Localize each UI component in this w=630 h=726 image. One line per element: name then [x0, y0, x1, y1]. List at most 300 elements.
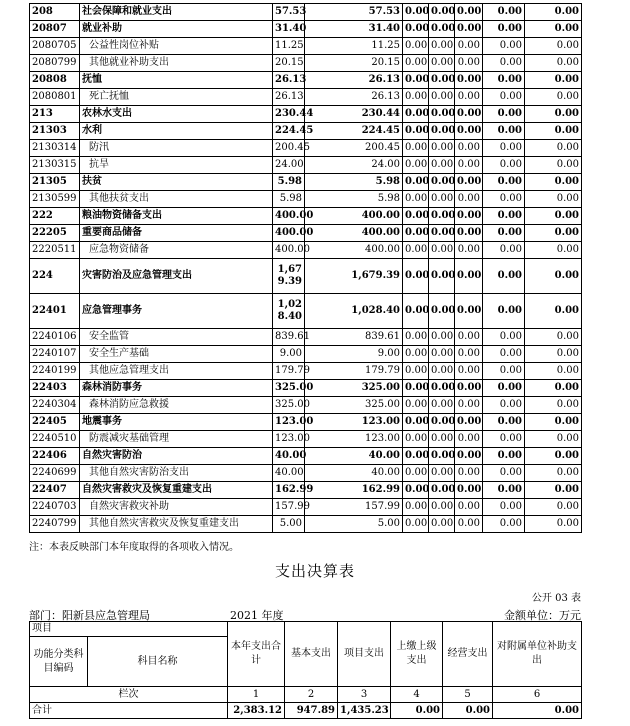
amount-cell: 200.45 [273, 140, 305, 157]
amount-cell: 224.45 [305, 123, 403, 140]
expenditure-summary-table [29, 621, 582, 719]
amount-cell: 24.00 [305, 157, 403, 174]
amount-cell: 5.98 [273, 174, 305, 191]
department-label: 部门：阳新县应急管理局 [29, 609, 150, 622]
amount-cell: 1,679.39 [305, 259, 403, 294]
amount-cell: 0.00 [483, 174, 525, 191]
amount-cell: 0.00 [483, 157, 525, 174]
amount-cell: 20.15 [273, 55, 305, 72]
table-row [30, 21, 582, 38]
amount-cell: 0.00 [483, 21, 525, 38]
table-row [30, 191, 582, 208]
subject-code-cell: 224 [30, 259, 80, 294]
table-row [30, 157, 582, 174]
subject-name-cell: 防震减灾基础管理 [80, 431, 273, 448]
amount-cell: 0.00 [525, 242, 582, 259]
amount-cell: 0.00 [455, 363, 483, 380]
amount-cell: 0.00 [525, 499, 582, 516]
amount-cell: 179.79 [305, 363, 403, 380]
amount-cell: 0.00 [403, 363, 429, 380]
table-row [30, 89, 582, 106]
amount-cell: 0.00 [429, 414, 455, 431]
header-subject-name: 科目名称 [88, 637, 228, 687]
amount-cell: 0.00 [403, 123, 429, 140]
amount-cell: 123.00 [273, 431, 305, 448]
table-row [30, 225, 582, 242]
subject-code-cell: 22403 [30, 380, 80, 397]
amount-cell: 0.00 [403, 174, 429, 191]
amount-cell: 0.00 [429, 259, 455, 294]
table-row [30, 465, 582, 482]
amount-cell: 0.00 [403, 516, 429, 533]
subject-name-cell: 其他扶贫支出 [80, 191, 273, 208]
table-row [30, 259, 582, 294]
amount-cell: 0.00 [403, 72, 429, 89]
amount-cell: 5.98 [273, 191, 305, 208]
amount-cell: 0.00 [403, 465, 429, 482]
subject-code-cell: 208 [30, 4, 80, 21]
amount-cell: 0.00 [525, 346, 582, 363]
amount-cell: 31.40 [273, 21, 305, 38]
amount-cell: 0.00 [403, 21, 429, 38]
subject-code-cell: 2220511 [30, 242, 80, 259]
amount-cell: 0.00 [483, 516, 525, 533]
subject-name-cell: 应急物资储备 [80, 242, 273, 259]
table-row [30, 346, 582, 363]
unit-label: 金额单位：万元 [504, 609, 581, 622]
amount-cell: 0.00 [403, 482, 429, 499]
subject-code-cell: 2240703 [30, 499, 80, 516]
total-value: 0.00 [391, 703, 443, 719]
column-number: 2 [285, 687, 338, 703]
total-value: 1,435.23 [338, 703, 391, 719]
subject-code-cell: 2080799 [30, 55, 80, 72]
amount-cell: 0.00 [455, 397, 483, 414]
subject-code-cell: 22407 [30, 482, 80, 499]
table-row [30, 72, 582, 89]
amount-cell: 24.00 [273, 157, 305, 174]
amount-cell: 162.99 [305, 482, 403, 499]
subject-name-cell: 公益性岗位补贴 [80, 38, 273, 55]
subject-code-cell: 22405 [30, 414, 80, 431]
amount-cell: 0.00 [429, 242, 455, 259]
amount-cell: 0.00 [525, 89, 582, 106]
amount-cell: 0.00 [429, 482, 455, 499]
subject-code-cell: 21305 [30, 174, 80, 191]
table-row [30, 482, 582, 499]
amount-cell: 0.00 [403, 225, 429, 242]
expenditure-detail-table [29, 3, 582, 533]
amount-cell: 26.13 [273, 89, 305, 106]
amount-cell: 0.00 [403, 4, 429, 21]
amount-cell: 0.00 [403, 397, 429, 414]
amount-cell: 1,028.40 [305, 294, 403, 329]
amount-cell: 5.98 [305, 174, 403, 191]
amount-cell: 0.00 [455, 208, 483, 225]
amount-cell: 0.00 [483, 465, 525, 482]
year-label: 2021 年度 [230, 609, 284, 622]
amount-cell: 0.00 [525, 157, 582, 174]
subject-code-cell: 22406 [30, 448, 80, 465]
subject-name-cell: 防汛 [80, 140, 273, 157]
amount-cell: 0.00 [455, 499, 483, 516]
amount-cell: 0.00 [429, 208, 455, 225]
amount-cell: 0.00 [455, 4, 483, 21]
amount-cell: 0.00 [403, 106, 429, 123]
amount-cell: 0.00 [483, 72, 525, 89]
amount-cell: 0.00 [525, 140, 582, 157]
subject-code-cell: 20807 [30, 21, 80, 38]
amount-cell: 839.61 [305, 329, 403, 346]
amount-cell: 0.00 [403, 55, 429, 72]
subject-name-cell: 森林消防事务 [80, 380, 273, 397]
amount-cell: 0.00 [429, 174, 455, 191]
amount-cell: 0.00 [525, 516, 582, 533]
amount-cell: 0.00 [525, 465, 582, 482]
amount-cell: 0.00 [403, 38, 429, 55]
subject-code-cell: 2130315 [30, 157, 80, 174]
table-row [30, 140, 582, 157]
amount-cell: 0.00 [483, 294, 525, 329]
amount-cell: 0.00 [525, 482, 582, 499]
amount-cell: 57.53 [305, 4, 403, 21]
subject-code-cell: 2240106 [30, 329, 80, 346]
table-note: 注：本表反映部门本年度取得的各项收入情况。 [29, 542, 239, 553]
subject-name-cell: 农林水支出 [80, 106, 273, 123]
amount-cell: 0.00 [525, 380, 582, 397]
header-business-expenditure: 经营支出 [443, 622, 493, 687]
amount-cell: 0.00 [483, 4, 525, 21]
subject-name-cell: 自然灾害救灾补助 [80, 499, 273, 516]
subject-code-cell: 2240699 [30, 465, 80, 482]
amount-cell: 400.00 [273, 225, 305, 242]
page-title: 支出决算表 [274, 562, 355, 580]
amount-cell: 0.00 [525, 363, 582, 380]
amount-cell: 5.00 [273, 516, 305, 533]
amount-cell: 0.00 [429, 123, 455, 140]
amount-cell: 0.00 [403, 346, 429, 363]
amount-cell: 0.00 [403, 499, 429, 516]
amount-cell: 0.00 [455, 431, 483, 448]
amount-cell: 0.00 [483, 431, 525, 448]
amount-cell: 0.00 [455, 346, 483, 363]
header-project-expenditure: 项目支出 [338, 622, 391, 687]
subject-code-cell: 2240199 [30, 363, 80, 380]
amount-cell: 0.00 [403, 89, 429, 106]
total-value: 0.00 [493, 703, 582, 719]
subject-code-cell: 2240510 [30, 431, 80, 448]
column-number: 6 [493, 687, 582, 703]
table-row [30, 174, 582, 191]
subject-code-cell: 2080705 [30, 38, 80, 55]
subject-name-cell: 社会保障和就业支出 [80, 4, 273, 21]
amount-cell: 0.00 [455, 72, 483, 89]
subject-code-cell: 2130599 [30, 191, 80, 208]
amount-cell: 0.00 [483, 123, 525, 140]
amount-cell: 40.00 [305, 465, 403, 482]
amount-cell: 0.00 [483, 225, 525, 242]
subject-name-cell: 灾害防治及应急管理支出 [80, 259, 273, 294]
table-row [30, 208, 582, 225]
subject-code-cell: 22401 [30, 294, 80, 329]
amount-cell: 0.00 [455, 259, 483, 294]
amount-cell: 0.00 [429, 38, 455, 55]
amount-cell: 0.00 [429, 140, 455, 157]
amount-cell: 0.00 [429, 431, 455, 448]
amount-cell: 5.00 [305, 516, 403, 533]
amount-cell: 0.00 [455, 329, 483, 346]
subject-name-cell: 就业补助 [80, 21, 273, 38]
amount-cell: 0.00 [525, 174, 582, 191]
amount-cell: 0.00 [483, 380, 525, 397]
amount-cell: 0.00 [525, 414, 582, 431]
amount-cell: 0.00 [525, 4, 582, 21]
subject-code-cell: 2240799 [30, 516, 80, 533]
amount-cell: 0.00 [455, 21, 483, 38]
amount-cell: 839.61 [273, 329, 305, 346]
amount-cell: 0.00 [455, 242, 483, 259]
amount-cell: 0.00 [455, 89, 483, 106]
amount-cell: 0.00 [483, 208, 525, 225]
subject-name-cell: 其他自然灾害防治支出 [80, 465, 273, 482]
table-row [30, 448, 582, 465]
amount-cell: 0.00 [403, 242, 429, 259]
amount-cell: 0.00 [429, 225, 455, 242]
table-row [30, 106, 582, 123]
amount-cell: 0.00 [525, 208, 582, 225]
amount-cell: 157.99 [273, 499, 305, 516]
table-row [30, 329, 582, 346]
total-label: 合计 [30, 703, 228, 719]
amount-cell: 0.00 [455, 157, 483, 174]
amount-cell: 0.00 [403, 259, 429, 294]
table-row [30, 363, 582, 380]
amount-cell: 26.13 [273, 72, 305, 89]
subject-name-cell: 安全监管 [80, 329, 273, 346]
form-number: 公开 03 表 [531, 593, 581, 604]
total-value: 2,383.12 [228, 703, 285, 719]
amount-cell: 0.00 [403, 140, 429, 157]
amount-cell: 0.00 [455, 414, 483, 431]
amount-cell: 0.00 [429, 4, 455, 21]
amount-cell: 0.00 [455, 225, 483, 242]
amount-cell: 0.00 [525, 259, 582, 294]
table-row [30, 414, 582, 431]
amount-cell: 123.00 [305, 431, 403, 448]
amount-cell: 0.00 [483, 242, 525, 259]
amount-cell: 0.00 [403, 431, 429, 448]
amount-cell: 0.00 [403, 414, 429, 431]
subject-name-cell: 粮油物资储备支出 [80, 208, 273, 225]
amount-cell: 0.00 [525, 329, 582, 346]
amount-cell: 123.00 [273, 414, 305, 431]
total-value: 0.00 [443, 703, 493, 719]
amount-cell: 200.45 [305, 140, 403, 157]
amount-cell: 0.00 [525, 72, 582, 89]
amount-cell: 0.00 [483, 397, 525, 414]
amount-cell: 9.00 [273, 346, 305, 363]
amount-cell: 0.00 [429, 380, 455, 397]
amount-cell: 0.00 [483, 38, 525, 55]
table-row [30, 123, 582, 140]
amount-cell: 0.00 [429, 346, 455, 363]
amount-cell: 123.00 [305, 414, 403, 431]
table-row [30, 4, 582, 21]
amount-cell: 31.40 [305, 21, 403, 38]
amount-cell: 26.13 [305, 72, 403, 89]
table-row [30, 431, 582, 448]
amount-cell: 0.00 [483, 499, 525, 516]
amount-cell: 0.00 [525, 55, 582, 72]
table-row [30, 294, 582, 329]
header-subsidiary-subsidy: 对附属单位补助支出 [493, 622, 582, 687]
amount-cell: 162.99 [273, 482, 305, 499]
amount-cell: 0.00 [429, 55, 455, 72]
amount-cell: 0.00 [525, 106, 582, 123]
amount-cell: 0.00 [429, 72, 455, 89]
amount-cell: 0.00 [483, 448, 525, 465]
subject-code-cell: 21303 [30, 123, 80, 140]
subject-name-cell: 抗旱 [80, 157, 273, 174]
table-row [30, 397, 582, 414]
amount-cell: 0.00 [483, 89, 525, 106]
amount-cell: 230.44 [273, 106, 305, 123]
column-number: 4 [391, 687, 443, 703]
subject-name-cell: 地震事务 [80, 414, 273, 431]
amount-cell: 0.00 [483, 346, 525, 363]
amount-cell: 179.79 [273, 363, 305, 380]
amount-cell: 0.00 [525, 191, 582, 208]
table-row [30, 499, 582, 516]
subject-code-cell: 20808 [30, 72, 80, 89]
amount-cell: 0.00 [429, 499, 455, 516]
column-number: 1 [228, 687, 285, 703]
subject-name-cell: 森林消防应急救援 [80, 397, 273, 414]
amount-cell: 0.00 [455, 380, 483, 397]
amount-cell: 0.00 [525, 294, 582, 329]
amount-cell: 0.00 [455, 140, 483, 157]
amount-cell: 0.00 [455, 294, 483, 329]
subject-code-cell: 2080801 [30, 89, 80, 106]
column-number: 3 [338, 687, 391, 703]
amount-cell: 0.00 [429, 363, 455, 380]
amount-cell: 0.00 [455, 174, 483, 191]
amount-cell: 0.00 [429, 516, 455, 533]
amount-cell: 0.00 [525, 225, 582, 242]
subject-name-cell: 扶贫 [80, 174, 273, 191]
amount-cell: 400.00 [305, 208, 403, 225]
amount-cell: 325.00 [305, 397, 403, 414]
amount-cell: 0.00 [483, 363, 525, 380]
subject-name-cell: 其他应急管理支出 [80, 363, 273, 380]
subject-name-cell: 安全生产基础 [80, 346, 273, 363]
amount-cell: 0.00 [483, 414, 525, 431]
amount-cell: 0.00 [483, 55, 525, 72]
subject-code-cell: 22205 [30, 225, 80, 242]
subject-code-cell: 222 [30, 208, 80, 225]
subject-name-cell: 死亡抚恤 [80, 89, 273, 106]
header-total-expenditure: 本年支出合计 [228, 622, 285, 687]
amount-cell: 224.45 [273, 123, 305, 140]
amount-cell: 0.00 [403, 157, 429, 174]
amount-cell: 0.00 [429, 465, 455, 482]
amount-cell: 0.00 [429, 21, 455, 38]
subject-name-cell: 自然灾害防治 [80, 448, 273, 465]
amount-cell: 0.00 [525, 397, 582, 414]
amount-cell: 0.00 [455, 191, 483, 208]
header-function-code: 功能分类科目编码 [30, 637, 88, 687]
amount-cell: 0.00 [429, 89, 455, 106]
amount-cell: 0.00 [403, 448, 429, 465]
amount-cell: 11.25 [305, 38, 403, 55]
subject-name-cell: 自然灾害救灾及恢复重建支出 [80, 482, 273, 499]
amount-cell: 0.00 [483, 259, 525, 294]
amount-cell: 26.13 [305, 89, 403, 106]
amount-cell: 0.00 [455, 38, 483, 55]
header-basic-expenditure: 基本支出 [285, 622, 338, 687]
amount-cell: 0.00 [429, 397, 455, 414]
lanci-label: 栏次 [30, 687, 228, 703]
amount-cell: 0.00 [403, 294, 429, 329]
amount-cell: 0.00 [455, 465, 483, 482]
header-remit-superior: 上缴上级支出 [391, 622, 443, 687]
amount-cell: 325.00 [273, 380, 305, 397]
amount-cell: 40.00 [273, 465, 305, 482]
amount-cell: 325.00 [273, 397, 305, 414]
amount-cell: 0.00 [483, 191, 525, 208]
amount-cell: 40.00 [273, 448, 305, 465]
amount-cell: 325.00 [305, 380, 403, 397]
amount-cell: 0.00 [403, 191, 429, 208]
amount-cell: 11.25 [273, 38, 305, 55]
amount-cell: 0.00 [403, 208, 429, 225]
subject-name-cell: 其他就业补助支出 [80, 55, 273, 72]
table-row [30, 380, 582, 397]
subject-name-cell: 水利 [80, 123, 273, 140]
amount-cell: 9.00 [305, 346, 403, 363]
amount-cell: 0.00 [429, 157, 455, 174]
amount-cell: 0.00 [483, 140, 525, 157]
amount-cell: 0.00 [525, 123, 582, 140]
subject-code-cell: 2240304 [30, 397, 80, 414]
amount-cell: 0.00 [525, 431, 582, 448]
amount-cell: 0.00 [429, 329, 455, 346]
amount-cell: 0.00 [525, 448, 582, 465]
subject-name-cell: 抚恤 [80, 72, 273, 89]
amount-cell: 1,679.39 [273, 259, 305, 294]
amount-cell: 400.00 [273, 208, 305, 225]
amount-cell: 0.00 [455, 123, 483, 140]
amount-cell: 0.00 [483, 106, 525, 123]
amount-cell: 0.00 [455, 106, 483, 123]
subject-code-cell: 213 [30, 106, 80, 123]
amount-cell: 0.00 [403, 329, 429, 346]
amount-cell: 1,028.40 [273, 294, 305, 329]
amount-cell: 57.53 [273, 4, 305, 21]
amount-cell: 40.00 [305, 448, 403, 465]
subject-name-cell: 应急管理事务 [80, 294, 273, 329]
amount-cell: 0.00 [455, 448, 483, 465]
amount-cell: 230.44 [305, 106, 403, 123]
amount-cell: 0.00 [429, 448, 455, 465]
table-row [30, 55, 582, 72]
amount-cell: 400.00 [305, 225, 403, 242]
amount-cell: 0.00 [429, 294, 455, 329]
subject-code-cell: 2130314 [30, 140, 80, 157]
amount-cell: 0.00 [525, 21, 582, 38]
table-row [30, 242, 582, 259]
amount-cell: 0.00 [525, 38, 582, 55]
